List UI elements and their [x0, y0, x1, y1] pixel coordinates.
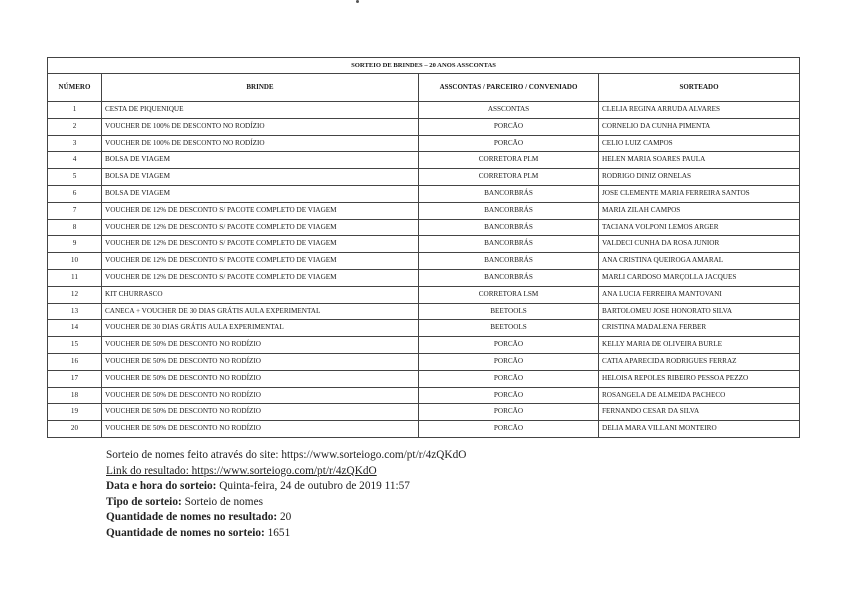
table-row	[48, 152, 800, 169]
cell-sorteado: MARLI CARDOSO MARÇOLLA JACQUES	[599, 269, 800, 286]
cell-numero: 11	[48, 269, 102, 286]
total-count-label: Quantidade de nomes no sorteio:	[106, 526, 265, 539]
table-row	[48, 370, 800, 387]
cell-numero: 8	[48, 219, 102, 236]
cell-parceiro: BANCORBRÁS	[419, 236, 599, 253]
draw-date-label: Data e hora do sorteio:	[106, 480, 217, 493]
cell-parceiro: CORRETORA PLM	[419, 152, 599, 169]
cell-parceiro: PORCÃO	[419, 421, 599, 438]
table-row	[48, 185, 800, 202]
cell-brinde: VOUCHER DE 50% DE DESCONTO NO RODÍZIO	[102, 353, 419, 370]
cell-brinde: BOLSA DE VIAGEM	[102, 169, 419, 186]
table-row	[48, 387, 800, 404]
cell-brinde: VOUCHER DE 30 DIAS GRÁTIS AULA EXPERIMENTAL	[102, 320, 419, 337]
cell-brinde: VOUCHER DE 50% DE DESCONTO NO RODÍZIO	[102, 337, 419, 354]
cell-numero: 12	[48, 286, 102, 303]
cell-parceiro: CORRETORA PLM	[419, 169, 599, 186]
cell-numero: 2	[48, 118, 102, 135]
table-body	[48, 102, 800, 438]
table-row	[48, 353, 800, 370]
table-row	[48, 303, 800, 320]
cell-brinde: VOUCHER DE 12% DE DESCONTO S/ PACOTE COMPLETO DE VIAGEM	[102, 236, 419, 253]
cell-numero: 5	[48, 169, 102, 186]
cell-sorteado: ROSANGELA DE ALMEIDA PACHECO	[599, 387, 800, 404]
draw-date-value: Quinta-feira, 24 de outubro de 2019 11:57	[219, 480, 410, 493]
cell-parceiro: PORCÃO	[419, 337, 599, 354]
cell-sorteado: CRISTINA MADALENA FERBER	[599, 320, 800, 337]
table-row	[48, 286, 800, 303]
cell-sorteado: DELIA MARA VILLANI MONTEIRO	[599, 421, 800, 438]
cell-parceiro: BANCORBRÁS	[419, 269, 599, 286]
table-row	[48, 236, 800, 253]
column-header-parceiro: ASSCONTAS / PARCEIRO / CONVENIADO	[419, 74, 599, 102]
cell-numero: 19	[48, 404, 102, 421]
cell-parceiro: BEETOOLS	[419, 320, 599, 337]
table-row	[48, 102, 800, 119]
cell-parceiro: PORCÃO	[419, 404, 599, 421]
cell-sorteado: CELIO LUIZ CAMPOS	[599, 135, 800, 152]
cell-parceiro: PORCÃO	[419, 387, 599, 404]
cell-numero: 7	[48, 202, 102, 219]
cell-parceiro: BANCORBRÁS	[419, 253, 599, 270]
cell-parceiro: BANCORBRÁS	[419, 219, 599, 236]
column-header-numero: NÚMERO	[48, 74, 102, 102]
cell-brinde: VOUCHER DE 50% DE DESCONTO NO RODÍZIO	[102, 404, 419, 421]
cell-brinde: CESTA DE PIQUENIQUE	[102, 102, 419, 119]
cell-sorteado: KELLY MARIA DE OLIVEIRA BURLE	[599, 337, 800, 354]
table-row	[48, 421, 800, 438]
cell-brinde: VOUCHER DE 12% DE DESCONTO S/ PACOTE COMPLETO DE VIAGEM	[102, 253, 419, 270]
cell-sorteado: HELEN MARIA SOARES PAULA	[599, 152, 800, 169]
cell-sorteado: CATIA APARECIDA RODRIGUES FERRAZ	[599, 353, 800, 370]
cell-sorteado: CORNELIO DA CUNHA PIMENTA	[599, 118, 800, 135]
cell-brinde: VOUCHER DE 100% DE DESCONTO NO RODÍZIO	[102, 135, 419, 152]
draw-type-value: Sorteio de nomes	[184, 495, 264, 508]
table-row	[48, 253, 800, 270]
cell-sorteado: VALDECI CUNHA DA ROSA JUNIOR	[599, 236, 800, 253]
cell-parceiro: BANCORBRÁS	[419, 202, 599, 219]
cell-sorteado: TACIANA VOLPONI LEMOS ARGER	[599, 219, 800, 236]
table-row	[48, 337, 800, 354]
table-row	[48, 169, 800, 186]
cell-sorteado: CLELIA REGINA ARRUDA ALVARES	[599, 102, 800, 119]
cell-parceiro: BANCORBRÁS	[419, 185, 599, 202]
cell-numero: 14	[48, 320, 102, 337]
cell-numero: 17	[48, 370, 102, 387]
cell-numero: 3	[48, 135, 102, 152]
cell-brinde: KIT CHURRASCO	[102, 286, 419, 303]
cell-sorteado: FERNANDO CESAR DA SILVA	[599, 404, 800, 421]
cell-numero: 13	[48, 303, 102, 320]
cell-sorteado: HELOISA REPOLES RIBEIRO PESSOA PEZZO	[599, 370, 800, 387]
cell-numero: 20	[48, 421, 102, 438]
result-count-label: Quantidade de nomes no resultado:	[106, 511, 278, 524]
cell-numero: 6	[48, 185, 102, 202]
cell-sorteado: ANA LUCIA FERREIRA MANTOVANI	[599, 286, 800, 303]
total-count-line	[106, 526, 466, 542]
table-row	[48, 269, 800, 286]
cell-numero: 4	[48, 152, 102, 169]
cell-parceiro: BEETOOLS	[419, 303, 599, 320]
cell-parceiro: PORCÃO	[419, 353, 599, 370]
cell-brinde: VOUCHER DE 12% DE DESCONTO S/ PACOTE COMPLETO DE VIAGEM	[102, 219, 419, 236]
result-link[interactable]: Link do resultado: https://www.sorteiogo.com/pt/r/4zQKdO	[106, 464, 377, 477]
scan-speck	[356, 0, 359, 3]
column-header-sorteado: SORTEADO	[599, 74, 800, 102]
cell-parceiro: ASSCONTAS	[419, 102, 599, 119]
cell-brinde: BOLSA DE VIAGEM	[102, 152, 419, 169]
result-count-value: 20	[279, 511, 292, 524]
cell-brinde: VOUCHER DE 50% DE DESCONTO NO RODÍZIO	[102, 370, 419, 387]
cell-brinde: VOUCHER DE 50% DE DESCONTO NO RODÍZIO	[102, 421, 419, 438]
total-count-value: 1651	[267, 526, 291, 539]
cell-numero: 1	[48, 102, 102, 119]
cell-brinde: VOUCHER DE 100% DE DESCONTO NO RODÍZIO	[102, 118, 419, 135]
table-row	[48, 202, 800, 219]
site-line: Sorteio de nomes feito através do site: https://www.sorteiogo.com/pt/r/4zQKdO	[106, 449, 467, 461]
cell-brinde: BOLSA DE VIAGEM	[102, 185, 419, 202]
cell-parceiro: PORCÃO	[419, 370, 599, 387]
draw-type-label: Tipo de sorteio:	[106, 495, 182, 508]
cell-sorteado: RODRIGO DINIZ ORNELAS	[599, 169, 800, 186]
cell-brinde: VOUCHER DE 12% DE DESCONTO S/ PACOTE COMPLETO DE VIAGEM	[102, 269, 419, 286]
cell-parceiro: PORCÃO	[419, 118, 599, 135]
cell-numero: 15	[48, 337, 102, 354]
draw-date-line	[106, 479, 466, 495]
cell-numero: 18	[48, 387, 102, 404]
cell-numero: 16	[48, 353, 102, 370]
cell-sorteado: BARTOLOMEU JOSE HONORATO SILVA	[599, 303, 800, 320]
table-row	[48, 404, 800, 421]
cell-sorteado: MARIA ZILAH CAMPOS	[599, 202, 800, 219]
cell-brinde: VOUCHER DE 12% DE DESCONTO S/ PACOTE COMPLETO DE VIAGEM	[102, 202, 419, 219]
cell-brinde: VOUCHER DE 50% DE DESCONTO NO RODÍZIO	[102, 387, 419, 404]
draw-type-line	[106, 495, 466, 511]
column-header-brinde: BRINDE	[102, 74, 419, 102]
cell-parceiro: PORCÃO	[419, 135, 599, 152]
table-title: SORTEIO DE BRINDES – 20 ANOS ASSCONTAS	[48, 58, 800, 74]
table-row	[48, 135, 800, 152]
cell-sorteado: ANA CRISTINA QUEIROGA AMARAL	[599, 253, 800, 270]
prize-draw-table	[47, 57, 800, 438]
cell-sorteado: JOSE CLEMENTE MARIA FERREIRA SANTOS	[599, 185, 800, 202]
cell-numero: 9	[48, 236, 102, 253]
draw-details	[106, 448, 466, 542]
table-row	[48, 118, 800, 135]
table-row	[48, 320, 800, 337]
table-row	[48, 219, 800, 236]
result-count-line	[106, 510, 466, 526]
cell-brinde: CANECA + VOUCHER DE 30 DIAS GRÁTIS AULA EXPERIMENTAL	[102, 303, 419, 320]
cell-parceiro: CORRETORA LSM	[419, 286, 599, 303]
cell-numero: 10	[48, 253, 102, 270]
